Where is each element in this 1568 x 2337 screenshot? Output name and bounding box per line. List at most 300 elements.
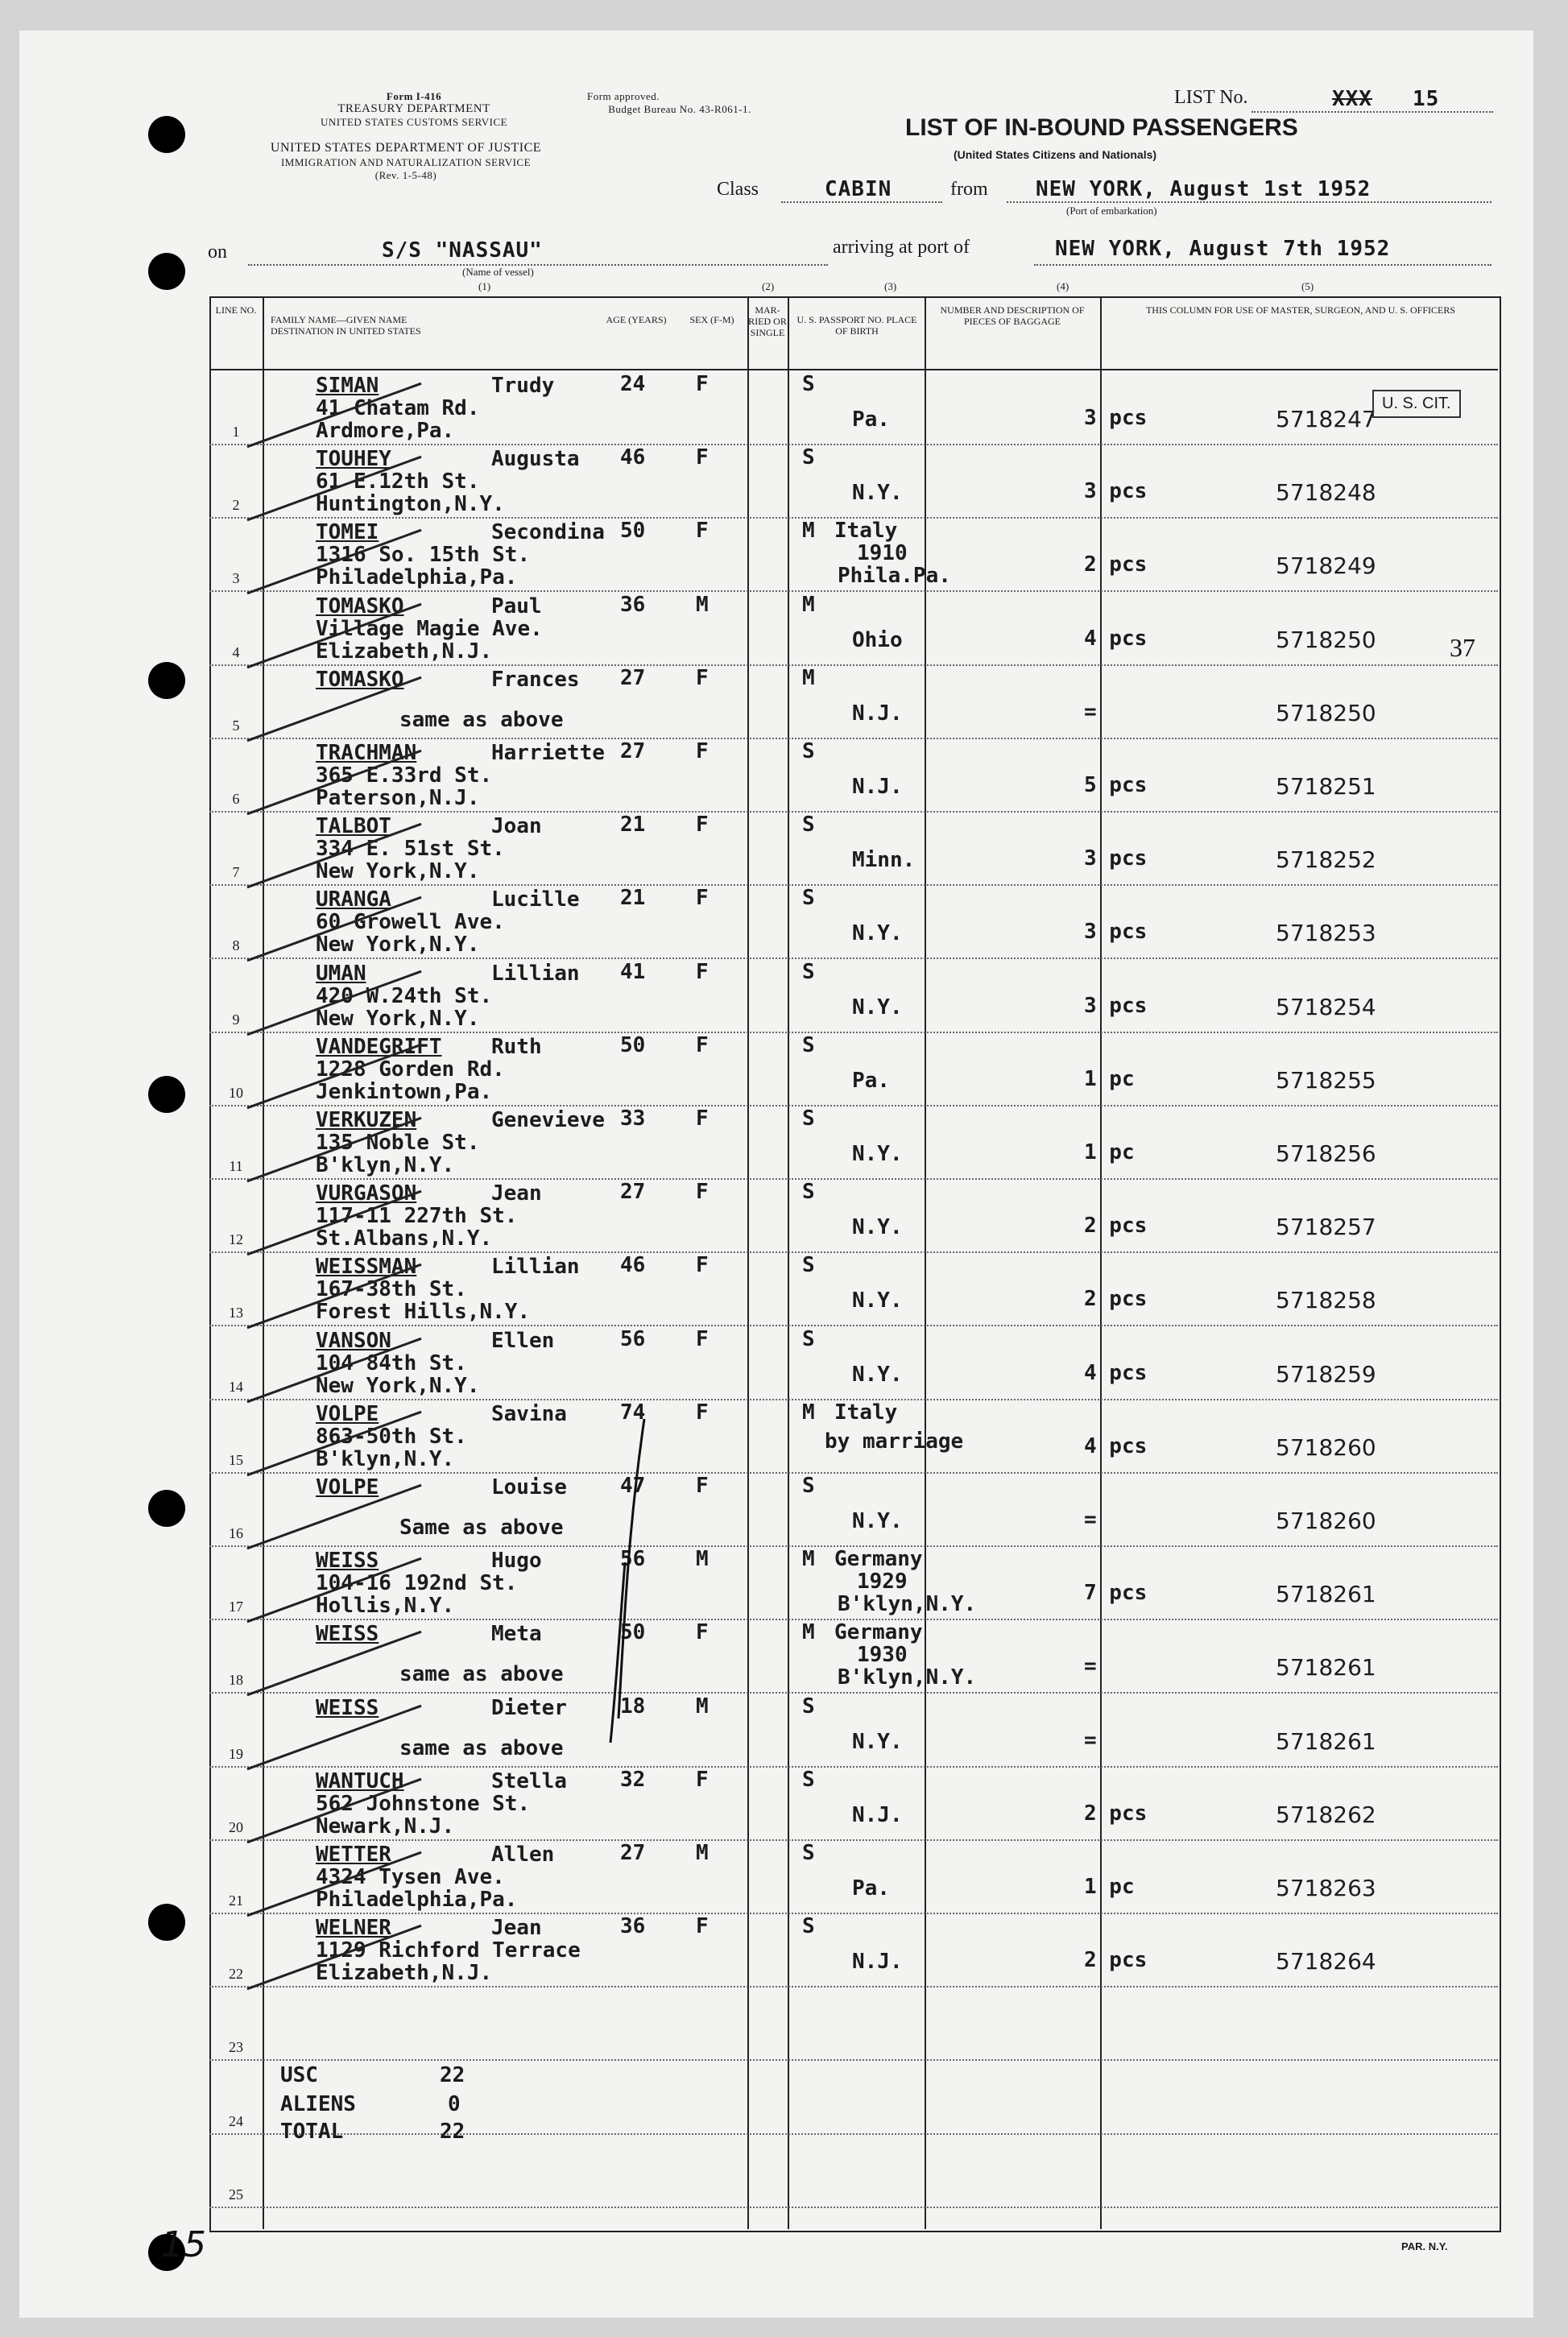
address-line-2: Huntington,N.Y. — [316, 492, 505, 517]
age: 27 — [620, 665, 646, 690]
header-line-no: LINE NO. — [215, 304, 257, 316]
table-row — [209, 1180, 1498, 1253]
birth-place: Italy — [834, 1400, 898, 1425]
marital-status: S — [802, 813, 815, 838]
list-no-value: 15 — [1413, 87, 1440, 111]
certificate-number: 5718264 — [1276, 1948, 1376, 1975]
address-line-1: 1228 Gorden Rd. — [316, 1057, 505, 1082]
birth-place: N.J. — [852, 1950, 903, 1975]
revision: (Rev. 1-5-48) — [374, 169, 437, 181]
family-name: VERKUZEN — [316, 1108, 417, 1132]
age: 74 — [620, 1400, 646, 1425]
family-name: TOMASKO — [316, 594, 404, 618]
baggage: 4 pcs — [1084, 1433, 1148, 1458]
birth-place: N.J. — [852, 1802, 903, 1827]
address-line-1: 562 Johnstone St. — [316, 1791, 531, 1816]
header-officers: THIS COLUMN FOR USE OF MASTER, SURGEON, AND U. S. OFFICERS — [1145, 304, 1456, 316]
given-name: Allen — [491, 1843, 555, 1867]
given-name: Lillian — [491, 1255, 580, 1280]
birth-detail: 1930 — [857, 1643, 908, 1668]
table-row — [209, 960, 1498, 1033]
marital-status: S — [802, 739, 815, 763]
header-married: MAR-RIED OR SINGLE — [748, 304, 787, 338]
family-name: TALBOT — [316, 814, 391, 839]
marital-status: M — [802, 1400, 815, 1425]
line-number: 19 — [229, 1745, 243, 1762]
baggage: 7 pcs — [1084, 1581, 1148, 1606]
marital-status: S — [802, 1180, 815, 1205]
aliens-label: ALIENS — [280, 2092, 356, 2116]
binder-hole-icon — [148, 1490, 185, 1527]
age: 24 — [620, 372, 646, 396]
address-line-2: same as above — [399, 707, 564, 732]
sex: M — [696, 1547, 709, 1572]
table-row — [209, 593, 1498, 666]
certificate-number: 5718247 — [1276, 406, 1376, 432]
table-row — [209, 1694, 1498, 1768]
binder-hole-icon — [148, 116, 185, 153]
birth-place: Pa. — [852, 1876, 890, 1901]
table-row — [209, 2062, 1498, 2135]
family-name: WELNER — [316, 1916, 391, 1941]
address-line-2: New York,N.Y. — [316, 933, 480, 958]
table-row — [209, 2135, 1498, 2208]
col-num-5: (5) — [1301, 280, 1314, 292]
birth-place: N.Y. — [852, 1729, 903, 1754]
certificate-number: 5718261 — [1276, 1654, 1376, 1681]
baggage: 2 pcs — [1084, 1214, 1148, 1239]
customs-service: UNITED STATES CUSTOMS SERVICE — [320, 116, 508, 128]
marital-status: S — [802, 1032, 815, 1057]
sex: F — [696, 1253, 709, 1278]
col-num-2: (2) — [762, 280, 775, 292]
birth-place: N.Y. — [852, 1215, 903, 1240]
line-number: 3 — [232, 570, 240, 587]
marital-status: S — [802, 959, 815, 984]
line-number: 11 — [229, 1158, 243, 1174]
baggage: 1 pc — [1084, 1875, 1135, 1899]
birth-residence: B'klyn,N.Y. — [838, 1665, 977, 1690]
given-name: Stella — [491, 1768, 567, 1793]
certificate-number: 5718253 — [1276, 920, 1376, 947]
line-number: 21 — [229, 1892, 243, 1909]
usc-value: 22 — [440, 2063, 465, 2087]
age: 27 — [620, 1841, 646, 1865]
birth-detail: 1929 — [857, 1570, 908, 1595]
line-number: 9 — [232, 1011, 240, 1028]
table-row — [209, 1327, 1498, 1400]
address-line-1: 104 84th St. — [316, 1350, 467, 1375]
address-line-2: same as above — [399, 1662, 564, 1687]
address-line-1: Village Magie Ave. — [316, 616, 543, 641]
certificate-number: 5718259 — [1276, 1360, 1376, 1388]
baggage: = — [1084, 699, 1097, 724]
immigration-service: IMMIGRATION AND NATURALIZATION SERVICE — [280, 156, 532, 168]
table-row — [209, 666, 1498, 739]
form-number: Form I-416 — [386, 90, 442, 102]
given-name: Harriette — [491, 741, 605, 765]
address-line-2: Philadelphia,Pa. — [316, 1888, 518, 1912]
age: 27 — [620, 1180, 646, 1205]
age: 56 — [620, 1326, 646, 1351]
address-line-2: B'klyn,N.Y. — [316, 1446, 455, 1471]
line-number: 7 — [232, 864, 240, 881]
marital-status: M — [802, 519, 815, 544]
line-number: 20 — [229, 1818, 243, 1835]
given-name: Meta — [491, 1622, 542, 1647]
age: 27 — [620, 739, 646, 763]
address-line-1: 420 W.24th St. — [316, 983, 493, 1008]
address-line-1: 104-16 192nd St. — [316, 1571, 518, 1596]
line-number: 5 — [232, 717, 240, 734]
line-number: 25 — [229, 2186, 243, 2203]
sex: F — [696, 1767, 709, 1792]
marital-status: S — [802, 445, 815, 470]
marital-status: M — [802, 665, 815, 690]
document-title: LIST OF IN-BOUND PASSENGERS — [905, 114, 1298, 141]
birth-place: N.Y. — [852, 481, 903, 506]
binder-hole-icon — [148, 1076, 185, 1113]
certificate-number: 5718257 — [1276, 1214, 1376, 1241]
baggage: 3 pcs — [1084, 993, 1148, 1018]
age: 46 — [620, 445, 646, 470]
age: 46 — [620, 1253, 646, 1278]
birth-place: N.Y. — [852, 1288, 903, 1313]
given-name: Genevieve — [491, 1108, 605, 1132]
given-name: Dieter — [491, 1695, 567, 1720]
sex: F — [696, 1180, 709, 1205]
certificate-number: 5718255 — [1276, 1066, 1376, 1094]
address-line-1: 334 E. 51st St. — [316, 837, 505, 862]
aliens-value: 0 — [448, 2092, 461, 2116]
document-subtitle: (United States Citizens and Nationals) — [954, 148, 1157, 161]
table-row — [209, 1914, 1498, 1987]
family-name: TRACHMAN — [316, 741, 417, 765]
address-line-1: 1129 Richford Terrace — [316, 1938, 581, 1963]
line-number: 10 — [229, 1084, 243, 1101]
address-line-2: St.Albans,N.Y. — [316, 1226, 493, 1251]
marital-status: S — [802, 1914, 815, 1939]
table-row — [209, 1768, 1498, 1841]
birth-place: Minn. — [852, 848, 916, 873]
address-line-1: 60 Growell Ave. — [316, 910, 505, 935]
sex: F — [696, 1474, 709, 1498]
birth-place: Pa. — [852, 407, 890, 432]
from-label: from — [950, 179, 988, 200]
given-name: Lillian — [491, 961, 580, 986]
sex: F — [696, 959, 709, 984]
family-name: VANSON — [316, 1328, 391, 1353]
given-name: Savina — [491, 1401, 567, 1426]
sex: M — [696, 1694, 709, 1719]
family-name: TOUHEY — [316, 447, 391, 472]
certificate-number: 5718251 — [1276, 773, 1376, 800]
age: 47 — [620, 1474, 646, 1498]
baggage: 4 pcs — [1084, 1360, 1148, 1385]
birth-place: N.Y. — [852, 1362, 903, 1387]
sex: F — [696, 445, 709, 470]
printer-mark: PAR. N.Y. — [1401, 2240, 1448, 2252]
certificate-number: 5718252 — [1276, 846, 1376, 874]
birth-detail: 1910 — [857, 541, 908, 566]
marital-status: S — [802, 372, 815, 396]
birth-place: N.J. — [852, 701, 903, 726]
birth-place: N.Y. — [852, 995, 903, 1020]
baggage: = — [1084, 1727, 1097, 1752]
given-name: Ellen — [491, 1328, 555, 1353]
given-name: Paul — [491, 594, 542, 618]
col-num-1: (1) — [478, 280, 491, 292]
certificate-number: 5718248 — [1276, 479, 1376, 507]
given-name: Trudy — [491, 374, 555, 398]
certificate-number: 5718258 — [1276, 1287, 1376, 1314]
table-row — [209, 1620, 1498, 1694]
birth-residence: Phila.Pa. — [838, 564, 951, 589]
table-row — [209, 1547, 1498, 1620]
age: 50 — [620, 1032, 646, 1057]
family-name: WEISS — [316, 1622, 379, 1647]
line-number: 13 — [229, 1305, 243, 1322]
address-line-2: Ardmore,Pa. — [316, 419, 455, 443]
address-line-1: 61 E.12th St. — [316, 469, 480, 494]
age: 41 — [620, 959, 646, 984]
bracket-mark — [604, 1557, 636, 1751]
sex: F — [696, 1106, 709, 1131]
embarkation-caption: (Port of embarkation) — [1066, 205, 1157, 217]
sex: F — [696, 813, 709, 838]
citizen-stamp: U. S. CIT. — [1372, 390, 1461, 418]
certificate-number: 5718260 — [1276, 1433, 1376, 1461]
certificate-number: 5718256 — [1276, 1140, 1376, 1167]
marital-status: S — [802, 1841, 815, 1865]
line-number: 12 — [229, 1231, 243, 1248]
family-name: WETTER — [316, 1843, 391, 1867]
family-name: VURGASON — [316, 1181, 417, 1206]
certificate-number: 5718250 — [1276, 626, 1376, 653]
birth-place: N.J. — [852, 775, 903, 799]
given-name: Lucille — [491, 887, 580, 912]
line-number: 4 — [232, 643, 240, 660]
age: 32 — [620, 1767, 646, 1792]
given-name: Hugo — [491, 1549, 542, 1574]
marital-status: M — [802, 592, 815, 617]
col-num-3: (3) — [884, 280, 897, 292]
sex: M — [696, 1841, 709, 1865]
baggage: 5 pcs — [1084, 773, 1148, 797]
sex: F — [696, 1032, 709, 1057]
family-name: UMAN — [316, 961, 366, 986]
address-line-2: Elizabeth,N.J. — [316, 1961, 493, 1986]
baggage: = — [1084, 1654, 1097, 1679]
binder-hole-icon — [148, 1904, 185, 1941]
line-number: 16 — [229, 1525, 243, 1541]
baggage: 3 pcs — [1084, 406, 1148, 430]
address-line-2: Paterson,N.J. — [316, 786, 480, 810]
address-line-2: Forest Hills,N.Y. — [316, 1300, 531, 1325]
col-num-4: (4) — [1057, 280, 1069, 292]
age: 21 — [620, 886, 646, 911]
address-line-1: 1316 So. 15th St. — [316, 543, 531, 568]
line-number: 1 — [232, 424, 240, 440]
embarkation-value: NEW YORK, August 1st 1952 — [1036, 177, 1371, 201]
family-name: TOMASKO — [316, 667, 404, 692]
on-label: on — [208, 242, 227, 263]
address-line-1: 4324 Tysen Ave. — [316, 1865, 505, 1889]
certificate-number: 5718261 — [1276, 1581, 1376, 1608]
arrival-value: NEW YORK, August 7th 1952 — [1055, 237, 1391, 261]
family-name: WEISSMAN — [316, 1255, 417, 1280]
baggage: 3 pcs — [1084, 479, 1148, 504]
given-name: Louise — [491, 1475, 567, 1499]
age: 18 — [620, 1694, 646, 1719]
line-number: 17 — [229, 1599, 243, 1615]
marital-status: S — [802, 1474, 815, 1498]
table-row — [209, 1106, 1498, 1180]
page-scribble: 15 — [161, 2224, 206, 2265]
address-line-2: same as above — [399, 1735, 564, 1760]
treasury-department: TREASURY DEPARTMENT — [337, 102, 490, 115]
certificate-number: 5718263 — [1276, 1875, 1376, 1901]
given-name: Frances — [491, 667, 580, 692]
birth-place: N.Y. — [852, 921, 903, 946]
address-line-2: Jenkintown,Pa. — [316, 1079, 493, 1104]
birth-place: Italy — [834, 519, 898, 544]
address-line-2: Elizabeth,N.J. — [316, 639, 493, 664]
line-number: 18 — [229, 1672, 243, 1689]
line-number: 24 — [229, 2112, 243, 2129]
line-number: 22 — [229, 1966, 243, 1983]
sex: F — [696, 739, 709, 763]
family-name: SIMAN — [316, 374, 379, 398]
line-number: 2 — [232, 497, 240, 514]
birth-residence: B'klyn,N.Y. — [838, 1592, 977, 1617]
address-line-2: New York,N.Y. — [316, 1006, 480, 1031]
arriving-label: arriving at port of — [833, 237, 970, 258]
sex: F — [696, 519, 709, 544]
marital-status: S — [802, 1253, 815, 1278]
family-name: WEISS — [316, 1695, 379, 1720]
family-name: WANTUCH — [316, 1768, 404, 1793]
marital-status: S — [802, 886, 815, 911]
age: 33 — [620, 1106, 646, 1131]
family-name: WEISS — [316, 1549, 379, 1574]
certificate-number: 5718261 — [1276, 1727, 1376, 1755]
binder-hole-icon — [148, 662, 185, 699]
address-line-2: Newark,N.J. — [316, 1814, 455, 1839]
birth-place: Germany — [834, 1620, 923, 1645]
marital-status: S — [802, 1694, 815, 1719]
total-label: TOTAL — [280, 2120, 344, 2144]
certificate-number: 5718249 — [1276, 552, 1376, 580]
class-value: CABIN — [825, 177, 892, 201]
address-line-1: 167-38th St. — [316, 1277, 467, 1302]
line-number: 14 — [229, 1378, 243, 1395]
age: 56 — [620, 1547, 646, 1572]
address-line-1: 41 Chatam Rd. — [316, 396, 480, 420]
certificate-number: 5718250 — [1276, 699, 1376, 726]
address-line-2: B'klyn,N.Y. — [316, 1153, 455, 1177]
header-passport: U. S. PASSPORT NO. PLACE OF BIRTH — [796, 314, 917, 337]
baggage: 2 pcs — [1084, 1801, 1148, 1826]
baggage: 3 pcs — [1084, 846, 1148, 871]
margin-count: 37 — [1450, 633, 1475, 662]
family-name: VOLPE — [316, 1401, 379, 1426]
birth-place: Pa. — [852, 1068, 890, 1093]
given-name: Secondina — [491, 520, 605, 545]
family-name: VANDEGRIFT — [316, 1034, 442, 1059]
sex: F — [696, 1326, 709, 1351]
birth-place: Germany — [834, 1547, 923, 1572]
usc-label: USC — [280, 2063, 318, 2087]
line-number: 6 — [232, 791, 240, 807]
sex: F — [696, 665, 709, 690]
table-row — [209, 1841, 1498, 1914]
line-number: 23 — [229, 2039, 243, 2056]
family-name: VOLPE — [316, 1475, 379, 1499]
line-number: 8 — [232, 937, 240, 954]
baggage: 3 pcs — [1084, 920, 1148, 945]
given-name: Joan — [491, 814, 542, 839]
address-line-1: 135 Noble St. — [316, 1131, 480, 1155]
sex: F — [696, 372, 709, 396]
baggage: 1 pc — [1084, 1066, 1135, 1091]
certificate-number: 5718260 — [1276, 1508, 1376, 1534]
baggage: 4 pcs — [1084, 626, 1148, 651]
sex: F — [696, 1400, 709, 1425]
sex: F — [696, 1620, 709, 1645]
family-name: TOMEI — [316, 520, 379, 545]
vessel-value: S/S "NASSAU" — [382, 238, 543, 263]
baggage: 1 pc — [1084, 1140, 1135, 1164]
budget-bureau: Budget Bureau No. 43-R061-1. — [608, 103, 751, 115]
table-row — [209, 813, 1498, 886]
table-row — [209, 1987, 1498, 2061]
given-name: Jean — [491, 1181, 542, 1206]
table-row — [209, 1474, 1498, 1547]
marital-status: M — [802, 1620, 815, 1645]
table-row — [209, 739, 1498, 813]
address-line-2: Philadelphia,Pa. — [316, 565, 518, 590]
header-age: AGE (YEARS) — [606, 314, 667, 325]
line-number: 15 — [229, 1451, 243, 1468]
age: 36 — [620, 592, 646, 617]
given-name: Ruth — [491, 1034, 542, 1059]
age: 36 — [620, 1914, 646, 1939]
given-name: Augusta — [491, 447, 580, 472]
marital-status: S — [802, 1326, 815, 1351]
list-no-struck: XXX — [1332, 87, 1372, 111]
sex: M — [696, 592, 709, 617]
sex: F — [696, 886, 709, 911]
birth-detail: by marriage — [825, 1429, 964, 1454]
table-row — [209, 1253, 1498, 1326]
age: 50 — [620, 519, 646, 544]
table-row — [209, 372, 1498, 445]
certificate-number: 5718254 — [1276, 993, 1376, 1020]
address-line-2: New York,N.Y. — [316, 1373, 480, 1398]
header-name: FAMILY NAME—GIVEN NAME DESTINATION IN UNITED STATES — [271, 314, 421, 337]
address-line-1: 365 E.33rd St. — [316, 763, 493, 788]
address-line-1: 863-50th St. — [316, 1424, 467, 1449]
baggage: 2 pcs — [1084, 1948, 1148, 1973]
marital-status: M — [802, 1547, 815, 1572]
total-value: 22 — [440, 2120, 465, 2144]
marital-status: S — [802, 1106, 815, 1131]
table-row — [209, 519, 1498, 592]
vessel-caption: (Name of vessel) — [462, 266, 534, 278]
binder-hole-icon — [148, 253, 185, 290]
header-sex: SEX (F-M) — [689, 314, 734, 325]
